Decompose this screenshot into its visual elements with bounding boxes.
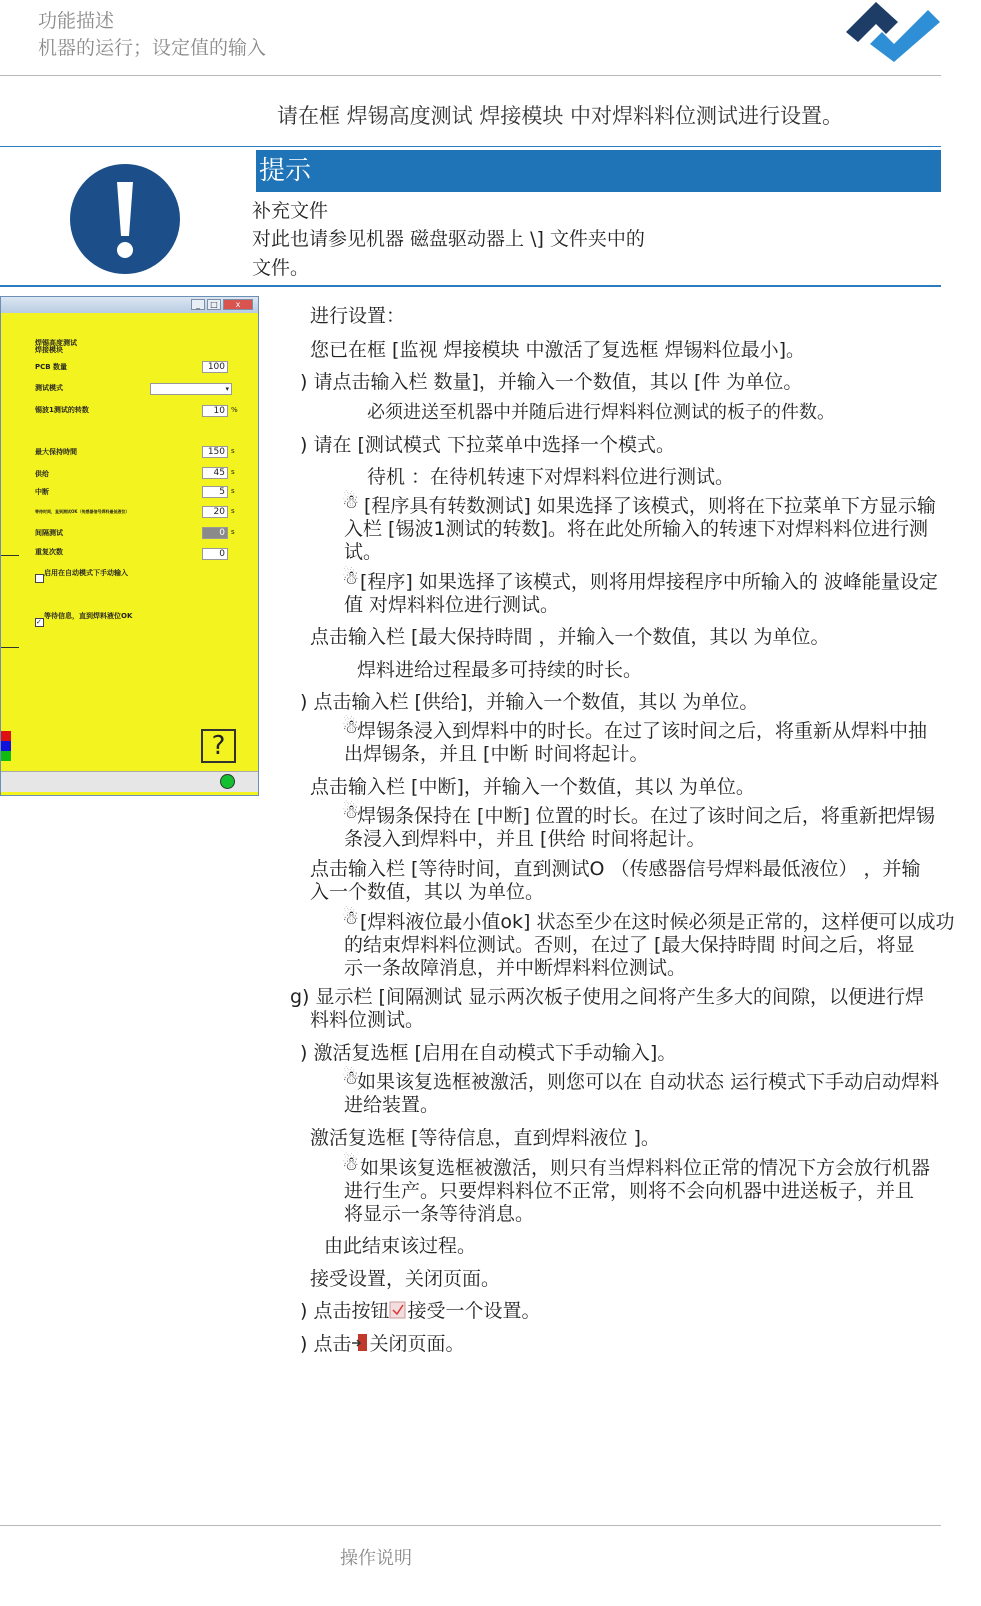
exit-door-icon [351,1333,369,1353]
tip-bottom-rule [0,285,941,287]
header-line-1: 功能描述 [38,10,115,32]
wait-time-input[interactable]: 20 [202,506,228,518]
field-label: PCB 数量 [35,363,68,371]
footer-label: 操作说明 [340,1548,412,1569]
bullet-glyph: ☃ [342,1067,360,1089]
body-text: 焊料进给过程最多可持续的时长。 [357,659,643,681]
body-text: 必须进送至机器中并随后进行焊料料位测试的板子的件数。 [367,402,835,423]
body-text: 示一条故障消息，并中断焊料料位测试。 [344,957,687,979]
body-text: ) 激活复选框 [启用在自动模式下手动输入]。 [300,1042,677,1064]
field-unit: % [231,406,238,414]
body-text: 由此结束该过程。 [324,1235,477,1257]
body-text: [程序] 如果选择了该模式，则将用焊接程序中所输入的 波峰能量设定 [360,571,938,593]
body-text: 关闭页面。 [369,1333,465,1355]
body-text: 进行设置： [310,305,406,327]
max-hold-input[interactable]: 150 [202,446,228,458]
body-text: [焊料液位最小值ok] 状态至少在这时候必须是正常的，这样便可以成功 [360,911,955,933]
body-text: ) 点击输入栏 [供给]，并输入一个数值，其以 为单位。 [300,691,759,713]
tip-top-rule [0,146,941,147]
body-text: ) 请点击输入栏 数量]，并输入一个数值，其以 [件 为单位。 [300,371,803,393]
close-icon[interactable]: x [223,299,253,310]
bullet-glyph: ☃ [342,567,360,589]
body-text: 接受设置，关闭页面。 [310,1268,501,1290]
header-title [38,8,266,62]
interrupt-input[interactable]: 5 [202,486,228,498]
tip-line: 对此也请参见机器 磁盘驱动器上 \] 文件夹中的 [252,228,645,250]
footer-divider [0,1525,941,1526]
header-line-2: 机器的运行；设定值的输入 [38,37,267,59]
body-text: 将显示一条等待消息。 [344,1203,535,1225]
intro-text: 请在框 焊锡高度测试 焊接模块 中对焊料料位测试进行设置。 [277,104,844,128]
body-text: 试。 [344,541,383,563]
body-text: 值 对焊料料位进行测试。 [344,594,560,616]
chevron-down-icon: ▾ [225,385,229,393]
body-text: 条浸入到焊料中，并且 [供给 时间将起计。 [344,828,706,850]
field-label: 测试模式 [35,384,63,392]
tip-line: 文件。 [252,257,310,279]
maximize-icon[interactable]: □ [207,299,221,310]
pcb-count-input[interactable]: 100 [202,361,228,373]
field-label: 供给 [35,470,49,478]
body-text: 进行生产。只要焊料料位不正常，则将不会向机器中进送板子，并且 [344,1180,915,1202]
bullet-glyph: ☃ [342,716,360,738]
body-text: 激活复选框 [等待信息，直到焊料液位 ]。 [310,1127,660,1149]
body-text: 点击输入栏 [最大保持時間 ，并输入一个数值，其以 为单位。 [310,626,830,648]
bullet-glyph: ☃ [342,1153,360,1175]
body-text: 您已在框 [监视 焊接模块 中激活了复选框 焊锡料位最小]。 [310,339,805,361]
manual-input-checkbox[interactable] [35,574,44,583]
field-label: 锡波1测试的转数 [35,406,89,414]
test-mode-dropdown[interactable] [150,383,232,395]
tip-heading: 提示 [256,150,941,192]
bullet-glyph: ☃ [342,907,360,929]
body-text: 如果该复选框被激活，则您可以在 自动状态 运行模式下手动启动焊料 [357,1071,940,1093]
section-subtitle: 焊接模块 [35,346,63,354]
body-text: ) 请在 [测试模式 下拉菜单中选择一个模式。 [300,434,675,456]
body-text [300,1296,540,1323]
body-text: 接受一个设置。 [407,1300,541,1322]
interval-test-display: 0 [202,527,228,539]
body-text: 点击输入栏 [中断]，并输入一个数值，其以 为单位。 [310,776,755,798]
field-unit: s [231,528,235,536]
bullet-glyph: ☃ [342,491,360,513]
minimize-icon[interactable]: _ [191,299,205,310]
field-label: 中断 [35,488,49,496]
green-indicator [1,751,11,761]
field-unit: s [231,468,235,476]
body-text: 的结束焊料料位测试。否则，在过了 [最大保持時間 时间之后，将显 [344,934,915,956]
field-label: 间隔测试 [35,529,63,537]
body-text: 待机 ：在待机转速下对焊料料位进行测试。 [367,466,735,488]
header-divider [0,75,941,76]
body-text: 点击输入栏 [等待时间，直到测试O （传感器信号焊料最低液位） ，并输 [310,858,921,880]
field-label: 重复次数 [35,548,63,556]
divider-mark [1,555,19,556]
wait-info-checkbox[interactable]: ✓ [35,618,44,627]
settings-window-screenshot [0,296,259,796]
exclamation-icon [68,162,182,276]
accept-settings-icon [389,1300,407,1320]
body-text: 焊锡条浸入到焊料中的时长。在过了该时间之后，将重新从焊料中抽 [357,720,928,742]
body-text: ) 点击 [300,1333,352,1355]
help-button[interactable]: ? [201,729,236,763]
field-unit: s [231,507,235,515]
repeat-count-input[interactable]: 0 [202,548,228,560]
status-led [220,774,235,789]
feed-input[interactable]: 45 [202,467,228,479]
bullet-glyph: ☃ [342,801,360,823]
body-text: 进给装置。 [344,1094,440,1116]
divider-mark [1,647,19,648]
body-text: 入一个数值，其以 为单位。 [310,881,545,903]
field-label: 最大保持時間 [35,448,77,456]
body-text: 料料位测试。 [310,1009,425,1031]
tip-line: 补充文件 [252,200,329,222]
company-logo-icon [840,0,940,62]
body-text: ) 点击按钮 [300,1300,390,1322]
checkbox-label: 等待信息，直到焊料液位OK [44,612,133,620]
field-label: 等待时间，直到测试OK（传感器信号焊料最低液位） [35,509,130,514]
body-text [300,1329,464,1356]
field-unit: s [231,447,235,455]
body-text: 焊锡条保持在 [中断] 位置的时长。在过了该时间之后，将重新把焊锡 [357,805,935,827]
section-title: 焊锡高度测试 [35,339,77,347]
checkbox-label: 启用在自动模式下手动输入 [44,569,128,577]
body-text: 入栏 [锡波1测试的转数]。将在此处所输入的转速下对焊料料位进行测 [344,518,928,540]
field-unit: s [231,487,235,495]
body-text: [程序具有转数测试] 如果选择了该模式，则将在下拉菜单下方显示输 [364,495,936,517]
wave-speed-input[interactable]: 10 [202,405,228,417]
blue-indicator [1,741,11,751]
body-text: 出焊锡条，并且 [中断 时间将起计。 [344,743,649,765]
body-text: g) 显示栏 [间隔测试 显示两次板子使用之间将产生多大的间隙，以便进行焊 [290,986,925,1008]
body-text: 如果该复选框被激活，则只有当焊料料位正常的情况下方会放行机器 [360,1157,931,1179]
red-indicator [1,731,11,741]
